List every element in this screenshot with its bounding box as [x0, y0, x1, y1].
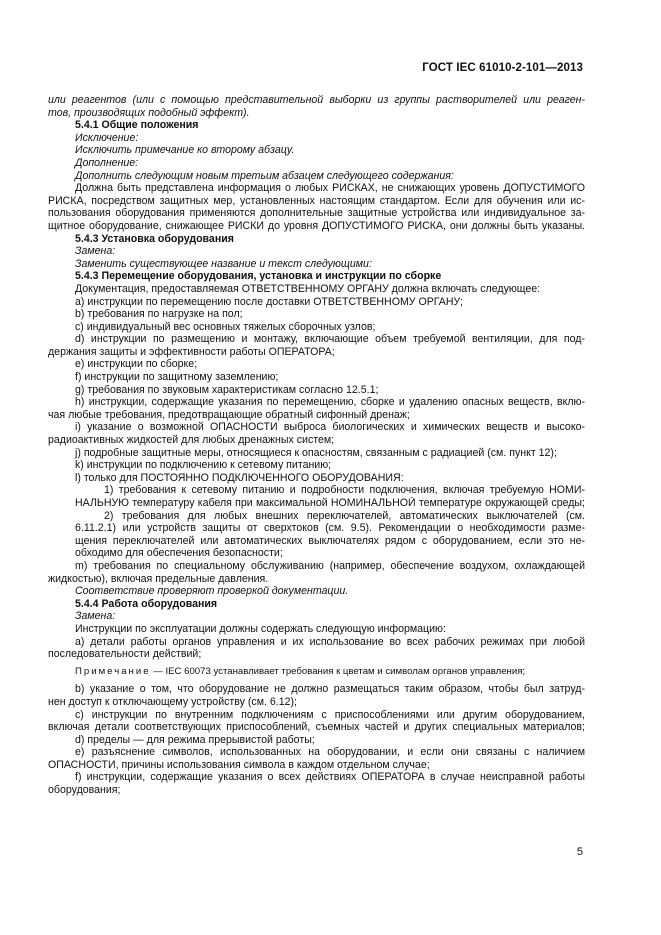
- text-line: j) подробные защитные меры, относящиеся к опасностям, связанным с радиацией (см. пункт 12);: [75, 446, 557, 459]
- text-line: Дополнение:: [75, 156, 139, 169]
- note-line: [48, 666, 585, 679]
- text-line: g) требования по звуковым характеристикам согласно 12.5.1;: [75, 383, 379, 396]
- text-line: Исключение:: [75, 131, 139, 144]
- text-line: а) детали работы органов управления и их использование во всех рабочих режимах при любой: [75, 635, 585, 648]
- text-line: 5.4.1 Общие положения: [75, 119, 199, 132]
- text-line: нен доступ к отключающему устройству (см. 6.12);: [48, 695, 297, 708]
- text-line: c) индивидуальный вес основных тяжелых сборочных узлов;: [75, 320, 376, 333]
- text-line: Соответствие проверяют проверкой документации.: [75, 585, 349, 598]
- text-line: оборудования;: [48, 784, 121, 797]
- text-line: пользования оборудования применяются дополнительные защитные устройства или индивидуальное за-: [48, 207, 585, 220]
- text-line: Инструкции по эксплуатации должны содержать следующую информацию:: [75, 622, 446, 635]
- text-line: 6.11.2.1) или устройств защиты от сверхтоков (см. 9.5). Рекомендации о необходимости разме-: [75, 522, 585, 535]
- text-line: Исключить примечание ко второму абзацу.: [75, 144, 295, 157]
- text-line: НАЛЬНУЮ температуру кабеля при максимальной НОМИНАЛЬНОЙ температуре окружающей среды;: [75, 497, 585, 509]
- text-line: жидкостью), включая предельные давления.: [48, 572, 269, 585]
- text-line: чая любые требования, предотвращающие обратный сифонный дренаж;: [48, 408, 410, 421]
- text-line: c) инструкции по внутренним подключениям с приспособлениями или другим оборудованием,: [75, 708, 585, 721]
- text-line: Документация, предоставляемая ОТВЕТСТВЕННОМУ ОРГАНУ должна включать следующее:: [75, 282, 541, 295]
- text-line: h) инструкции, содержащие указания по перемещению, сборке и удалению опасных веществ, вклю-: [75, 396, 585, 409]
- text-line: Должна быть представлена информация о любых РИСКАХ, не снижающих уровень ДОПУСТИМОГО: [75, 182, 585, 195]
- text-line: 5.4.4 Работа оборудования: [75, 597, 218, 610]
- text-line: 5.4.3 Установка оборудования: [75, 232, 234, 245]
- text-line: i) указание о возможной ОПАСНОСТИ выброса биологических и химических веществ и высоко-: [75, 421, 585, 434]
- text-line: РИСКА, посредством защитных мер, установленных настоящим стандартом. Если для обучения или ис-: [48, 194, 585, 207]
- text-line: 5.4.3 Перемещение оборудования, установка и инструкции по сборке: [75, 270, 442, 283]
- text-line: Дополнить следующим новым третьим абзацем следующего содержания:: [75, 169, 454, 182]
- text-line: Замена:: [75, 245, 116, 258]
- text-line: d) пределы — для режима прерывистой работы;: [75, 733, 315, 746]
- text-line: f) инструкции, содержащие указания о всех действиях ОПЕРАТОРА в случае неисправной работы: [75, 771, 585, 784]
- text-line: b) требования по нагрузке на пол;: [75, 308, 243, 321]
- text-line: ОПАСНОСТИ, причины использования символа в каждом отдельном случае;: [48, 758, 430, 771]
- text-line: l) только для ПОСТОЯННО ПОДКЛЮЧЕННОГО ОБОРУДОВАНИЯ:: [75, 471, 404, 484]
- text-line: щения переключателей или автоматических выключателях рядом с оборудованием, если это не-: [75, 534, 585, 547]
- text-line: d) инструкции по размещению и монтажу, включающие объем требуемой вентиляции, для под-: [75, 333, 585, 346]
- text-line: Заменить существующее название и текст следующими:: [75, 257, 372, 270]
- text-line: e) инструкции по сборке;: [75, 358, 198, 371]
- text-line: m) требования по специальному обслуживанию (например, обеспечение воздухом, охлаждающей: [75, 559, 585, 572]
- text-line: радиоактивных жидкостей для любых дренажных систем;: [48, 434, 335, 447]
- text-line: 1) требования к сетевому питанию и подробности подключения, включая требуемую НОМИ-: [104, 484, 585, 497]
- text-line: обходимо для обеспечения безопасности;: [75, 547, 283, 560]
- page-number: 5: [576, 846, 583, 858]
- document-body: [48, 94, 585, 797]
- text-line: b) указание о том, что оборудование не должно размещаться таким образом, чтобы был затруд-: [75, 683, 585, 696]
- page-header-standard-title: ГОСТ IEC 61010-2-101—2013: [422, 62, 583, 74]
- text-line: 2) требования для любых внешних переключателей, автоматических выключателей (см.: [104, 509, 585, 522]
- text-line: щитное оборудование, снижающее РИСКИ до уровня ДОПУСТИМОГО РИСКА, они должны быть указаны.: [48, 219, 585, 232]
- text-line: e) разъяснение символов, использованных на оборудовании, и если они связаны с наличием: [75, 746, 585, 759]
- text-line: Замена:: [75, 610, 116, 623]
- text-line: тов, производящих подобный эффект).: [48, 106, 250, 119]
- text-line: последовательности действий;: [48, 648, 202, 661]
- text-line: или реагентов (или с помощью представительной выборки из группы растворителей или реаген-: [48, 94, 585, 106]
- text-line: а) инструкции по перемещению после доставки ОТВЕТСТВЕННОМУ ОРГАНУ;: [75, 295, 463, 308]
- note-text: — IEC 60073 устанавливает требования к цветам и символам органов управления;: [150, 665, 526, 677]
- text-line: держания защиты и эффективности работы ОПЕРАТОРА;: [48, 345, 335, 358]
- text-line: f) инструкции по защитному заземлению;: [75, 371, 279, 384]
- text-line: k) инструкции по подключению к сетевому питанию;: [75, 459, 332, 472]
- note-label: Примечание: [75, 665, 151, 677]
- text-line: включая детали соответствующих приспособлений, съемных частей и других специальных материалов;: [48, 721, 585, 734]
